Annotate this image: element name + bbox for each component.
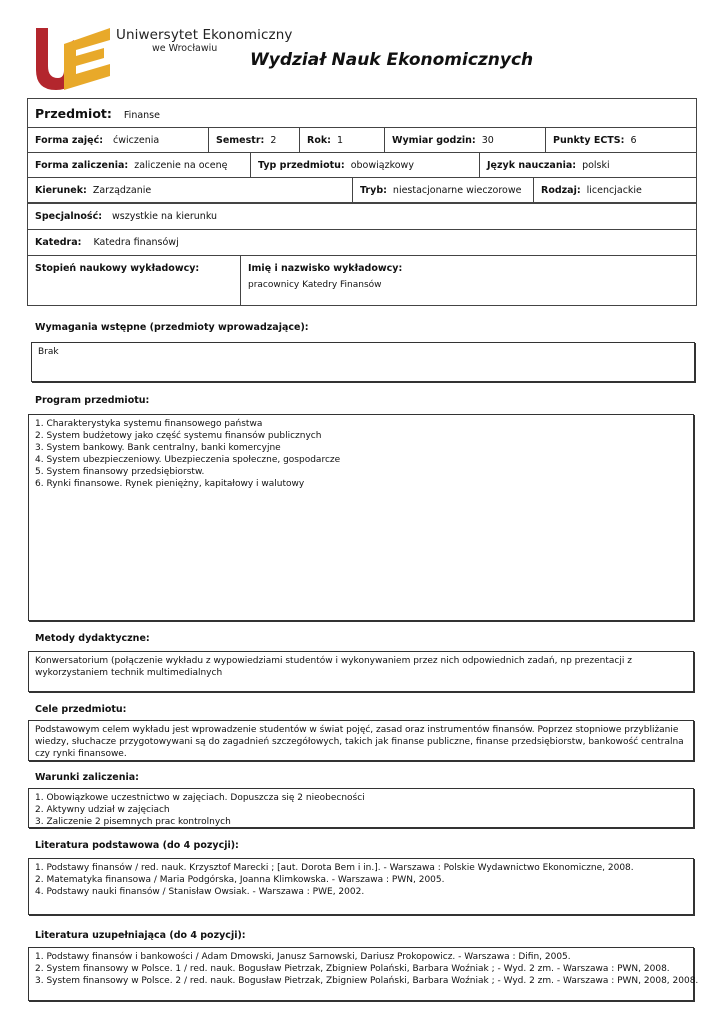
lit-uzup-line: 3. System finansowy w Polsce. 2 / red. nauk. Bogusław Pietrzak, Zbigniew Polański, Barbara Woźniak ; - Wyd. 2 zm. - Warszawa : PWN, 2008, 2008. bbox=[35, 976, 699, 986]
metody-text: Konwersatorium (połączenie wykładu z wypowiedziami studentów i wykonywaniem przez nich odpowiednich zadań, np prezentacji z wykorzystaniem technik multimedialnych bbox=[35, 656, 632, 678]
lit-uzup-line: 1. Podstawy finansów i bankowości / Adam Dmowski, Janusz Sarnowski, Dariusz Prokopowicz. - Warszawa : Difin, 2005. bbox=[35, 952, 571, 962]
university-name: Uniwersytet Ekonomiczny bbox=[116, 27, 293, 43]
ects-label: Punkty ECTS: bbox=[553, 134, 625, 146]
wymagania-title: Wymagania wstępne (przedmioty wprowadzające): bbox=[35, 322, 309, 333]
wymagania-line: Brak bbox=[38, 347, 59, 357]
forma-zajec-value: ćwiczenia bbox=[113, 134, 160, 146]
course-info-table bbox=[27, 98, 697, 128]
program-line: 4. System ubezpieczeniowy. Ubezpieczenia społeczne, gospodarcze bbox=[35, 455, 341, 465]
katedra-label: Katedra: bbox=[35, 237, 82, 248]
lit-podst-box bbox=[28, 858, 694, 915]
lit-podst-title: Literatura podstawowa (do 4 pozycji): bbox=[35, 840, 239, 851]
wymiar-label: Wymiar godzin: bbox=[392, 134, 476, 146]
rodzaj-value: licencjackie bbox=[586, 184, 642, 196]
katedra-value: Katedra finansówj bbox=[93, 237, 179, 248]
course-info-row-7 bbox=[27, 255, 697, 306]
cele-title: Cele przedmiotu: bbox=[35, 704, 127, 715]
wykladowca-cell bbox=[241, 256, 697, 306]
course-info-row-5 bbox=[27, 203, 697, 230]
katedra-cell bbox=[28, 230, 697, 256]
semestr-value: 2 bbox=[270, 134, 277, 146]
tryb-value: niestacjonarne wieczorowe bbox=[392, 184, 522, 196]
warunki-line: 2. Aktywny udział w zajęciach bbox=[35, 805, 170, 815]
program-line: 5. System finansowy przedsiębiorstw. bbox=[35, 467, 205, 477]
przedmiot-value: Finanse bbox=[123, 109, 160, 121]
przedmiot-label: Przedmiot: bbox=[35, 105, 112, 121]
przedmiot-cell bbox=[28, 99, 697, 128]
stopien-cell bbox=[28, 256, 241, 306]
cele-box bbox=[28, 720, 694, 761]
lit-podst-line: 1. Podstawy finansów / red. nauk. Krzysztof Marecki ; [aut. Dorota Bem i in.]. - Warszawa : Polskie Wydawnictwo Ekonomiczne, 2008. bbox=[35, 863, 634, 873]
lit-uzup-title: Literatura uzupełniająca (do 4 pozycji): bbox=[35, 930, 246, 941]
tryb-cell bbox=[353, 178, 534, 203]
program-box bbox=[28, 414, 694, 621]
program-line: 6. Rynki finansowe. Rynek pieniężny, kapitałowy i walutowy bbox=[35, 479, 305, 489]
course-info-row-3 bbox=[27, 152, 697, 178]
wymagania-box bbox=[31, 342, 695, 382]
program-title: Program przedmiotu: bbox=[35, 395, 150, 406]
warunki-line: 1. Obowiązkowe uczestnictwo w zajęciach. Dopuszcza się 2 nieobecności bbox=[35, 793, 365, 803]
university-logo bbox=[34, 26, 114, 92]
warunki-box bbox=[28, 788, 694, 828]
jezyk-cell bbox=[480, 153, 697, 178]
warunki-line: 3. Zaliczenie 2 pisemnych prac kontrolnych bbox=[35, 817, 231, 827]
metody-title: Metody dydaktyczne: bbox=[35, 633, 150, 644]
lit-uzup-box bbox=[28, 947, 699, 1001]
program-line: 1. Charakterystyka systemu finansowego państwa bbox=[35, 419, 263, 429]
jezyk-value: polski bbox=[582, 159, 610, 171]
jezyk-label: Język nauczania: bbox=[487, 159, 577, 171]
warunki-title: Warunki zaliczenia: bbox=[35, 772, 139, 783]
semestr-cell bbox=[209, 128, 300, 153]
forma-zajec-label: Forma zajęć: bbox=[35, 134, 104, 146]
wymiar-cell bbox=[385, 128, 546, 153]
lit-podst-line: 4. Podstawy nauki finansów / Stanisław Owsiak. - Warszawa : PWE, 2002. bbox=[35, 887, 365, 897]
course-info-row-2 bbox=[27, 127, 697, 153]
metody-box bbox=[28, 651, 694, 692]
rok-label: Rok: bbox=[307, 134, 331, 146]
ects-value: 6 bbox=[630, 134, 637, 146]
tryb-label: Tryb: bbox=[360, 184, 387, 196]
rok-cell bbox=[300, 128, 385, 153]
forma-zajec-cell bbox=[28, 128, 209, 153]
lit-podst-line: 2. Matematyka finansowa / Maria Podgórska, Joanna Klimkowska. - Warszawa : PWN, 2005. bbox=[35, 875, 445, 885]
rok-value: 1 bbox=[336, 134, 344, 146]
lit-uzup-line: 2. System finansowy w Polsce. 1 / red. nauk. Bogusław Pietrzak, Zbigniew Polański, Barbara Woźniak ; - Wyd. 2 zm. - Warszawa : PWN, 2008. bbox=[35, 964, 670, 974]
university-city: we Wrocławiu bbox=[152, 43, 218, 54]
program-line: 2. System budżetowy jako część systemu finansów publicznych bbox=[35, 431, 322, 441]
specjalnosc-label: Specjalność: bbox=[35, 211, 103, 222]
typ-value: obowiązkowy bbox=[350, 159, 414, 171]
semestr-label: Semestr: bbox=[216, 134, 265, 146]
forma-zaliczenia-value: zaliczenie na ocenę bbox=[134, 159, 228, 171]
course-info-row-6 bbox=[27, 229, 697, 256]
wymiar-value: 30 bbox=[481, 134, 494, 146]
specjalnosc-cell bbox=[28, 204, 697, 230]
kierunek-label: Kierunek: bbox=[35, 184, 87, 196]
program-line: 3. System bankowy. Bank centralny, banki komercyjne bbox=[35, 443, 281, 453]
forma-zaliczenia-cell bbox=[28, 153, 251, 178]
ects-cell bbox=[546, 128, 697, 153]
forma-zaliczenia-label: Forma zaliczenia: bbox=[35, 159, 129, 171]
faculty-title: Wydział Nauk Ekonomicznych bbox=[250, 50, 534, 70]
rodzaj-cell bbox=[534, 178, 697, 203]
specjalnosc-value: wszystkie na kierunku bbox=[112, 211, 218, 222]
kierunek-cell bbox=[28, 178, 353, 203]
stopien-label: Stopień naukowy wykładowcy: bbox=[35, 263, 200, 274]
typ-cell bbox=[251, 153, 480, 178]
rodzaj-label: Rodzaj: bbox=[541, 184, 581, 196]
wykladowca-label: Imię i nazwisko wykładowcy: bbox=[248, 263, 403, 274]
cele-text: Podstawowym celem wykładu jest wprowadzenie studentów w świat pojęć, zasad oraz instrumentów finansów. Poprzez stopniowe przybliżanie wiedzy, słuchacze przygotowywani są do zagadnień szczegółowych, takich jak finanse publiczne, finanse przedsiębiorstw, bankowość centralna czy rynki finansowe. bbox=[35, 725, 684, 759]
kierunek-value: Zarządzanie bbox=[92, 184, 152, 196]
wykladowca-value: pracownicy Katedry Finansów bbox=[248, 280, 382, 290]
typ-label: Typ przedmiotu: bbox=[258, 159, 345, 171]
course-info-row-4 bbox=[27, 177, 697, 203]
